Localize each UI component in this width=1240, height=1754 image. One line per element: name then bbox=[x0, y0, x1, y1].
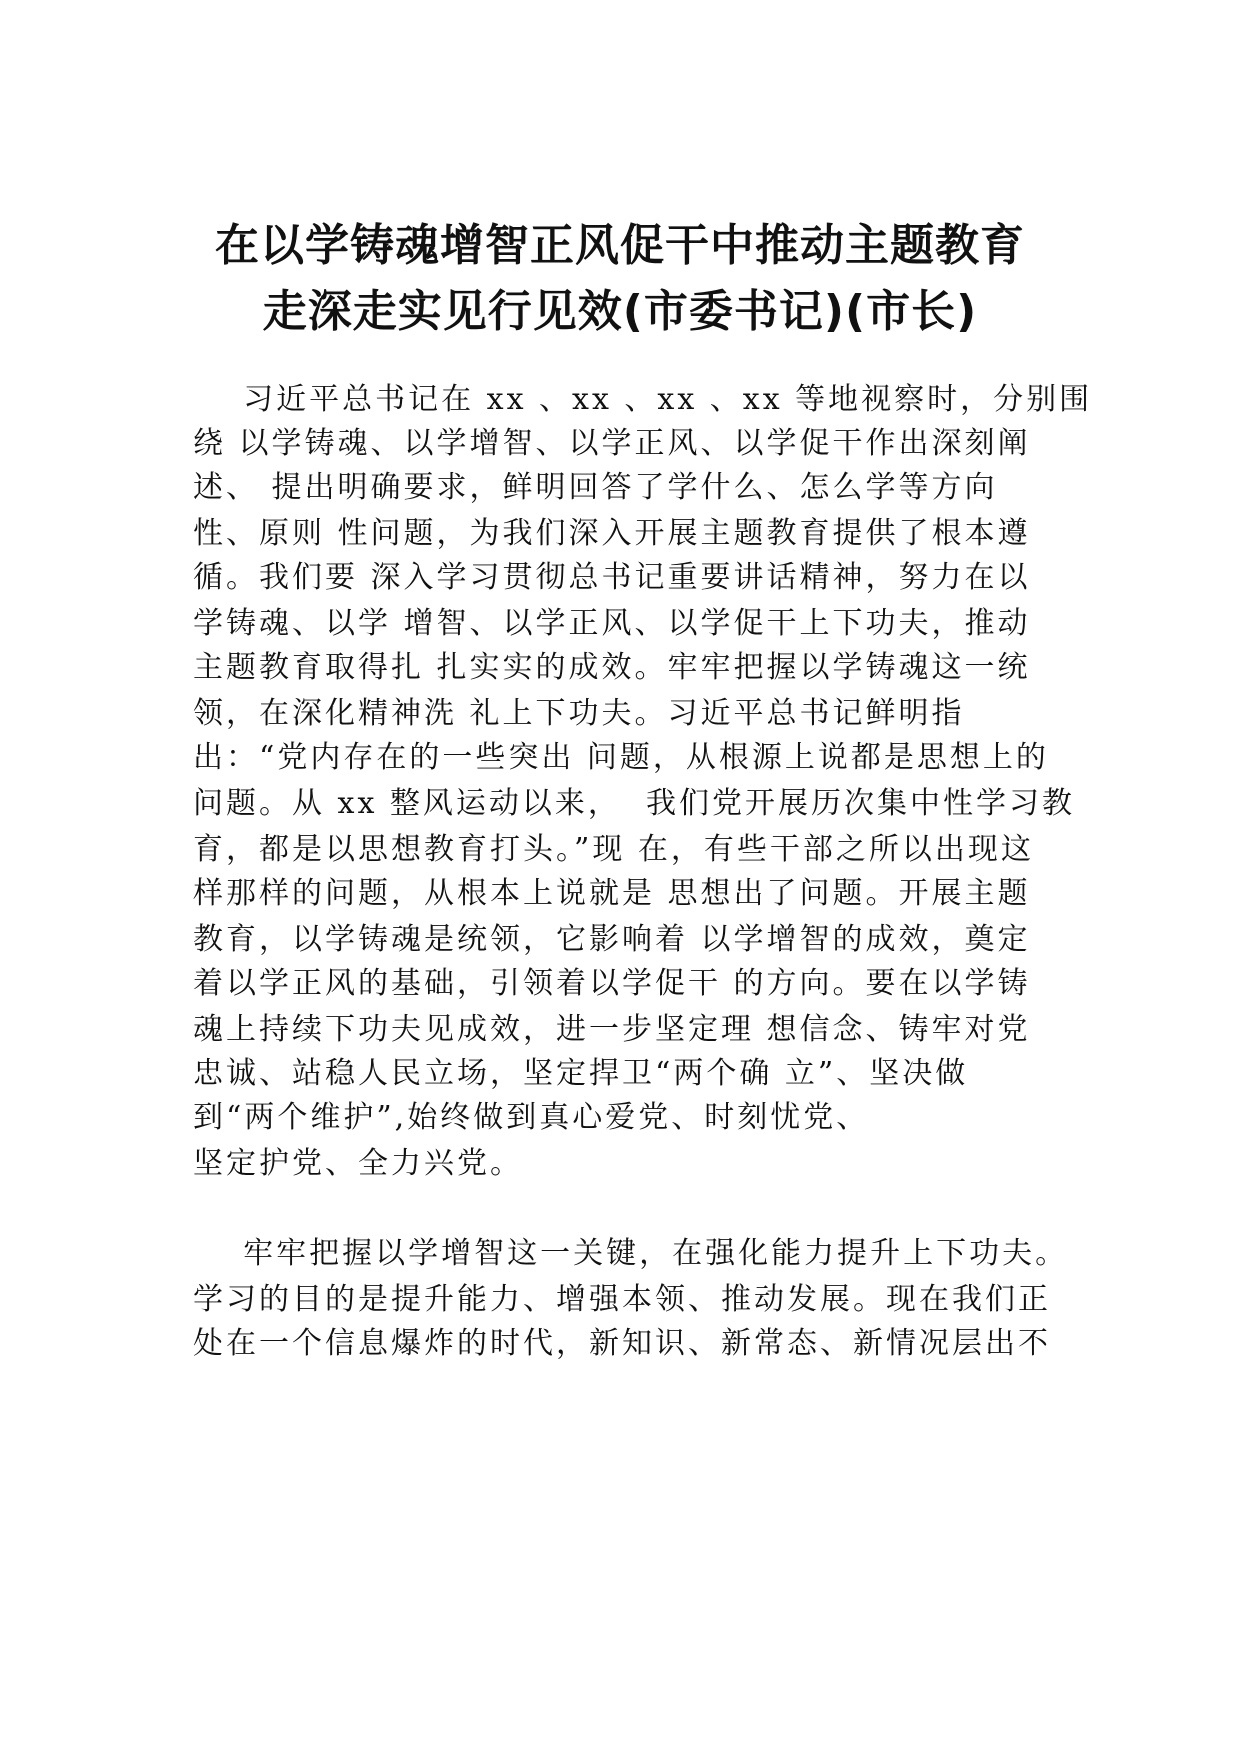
paragraph-line: 处在一个信息爆炸的时代，新知识、新常态、新情况层出不 bbox=[193, 1326, 1051, 1361]
paragraph-line: 领，在深化精神洗 礼上下功夫。习近平总书记鲜明指 bbox=[193, 696, 965, 731]
paragraph-line: 出：“党内存在的一些突出 问题，从根源上说都是思想上的 bbox=[193, 740, 1049, 775]
paragraph-line: 绕 以学铸魂、以学增智、以学正风、以学促干作出深刻阐 bbox=[193, 426, 1031, 461]
paragraph-line: 习近平总书记在 xx 、xx 、xx 、xx 等地视察时，分别围 bbox=[193, 382, 1093, 417]
paragraph-line: 忠诚、站稳人民立场，坚定捍卫“两个确 立”、坚决做 bbox=[193, 1056, 969, 1091]
paragraph-line: 述、 提出明确要求，鲜明回答了学什么、怎么学等方向 bbox=[193, 470, 998, 505]
paragraph-line: 坚定护党、全力兴党。 bbox=[193, 1146, 523, 1181]
paragraph-line: 学铸魂、以学 增智、以学正风、以学促干上下功夫，推动 bbox=[193, 606, 1031, 641]
paragraph-line: 牢牢把握以学增智这一关键，在强化能力提升上下功夫。 bbox=[193, 1236, 1069, 1271]
paragraph-line: 着以学正风的基础，引领着以学促干 的方向。要在以学铸 bbox=[193, 966, 1031, 1001]
paragraph-line: 性、原则 性问题，为我们深入开展主题教育提供了根本遵 bbox=[193, 516, 1031, 551]
paragraph-line: 样那样的问题，从根本上说就是 思想出了问题。开展主题 bbox=[193, 876, 1031, 911]
paragraph-line: 学习的目的是提升能力、增强本领、推动发展。现在我们正 bbox=[193, 1282, 1051, 1317]
paragraph-line: 育，都是以思想教育打头。”现 在，有些干部之所以出现这 bbox=[193, 832, 1034, 867]
paragraph-line: 魂上持续下功夫见成效，进一步坚定理 想信念、铸牢对党 bbox=[193, 1012, 1031, 1047]
paragraph-line: 教育，以学铸魂是统领，它影响着 以学增智的成效，奠定 bbox=[193, 922, 1031, 957]
paragraph-line: 到“两个维护”,始终做到真心爱党、时刻忧党、 bbox=[193, 1100, 870, 1135]
title-line-1: 在以学铸魂增智正风促干中推动主题教育 bbox=[215, 220, 1025, 271]
paragraph-line: 主题教育取得扎 扎实实的成效。牢牢把握以学铸魂这一统 bbox=[193, 650, 1031, 685]
title-line-2: 走深走实见行见效(市委书记)(市长) bbox=[262, 286, 978, 337]
paragraph-line: 问题。从 xx 整风运动以来， 我们党开展历次集中性学习教 bbox=[193, 786, 1075, 821]
paragraph-line: 循。我们要 深入学习贯彻总书记重要讲话精神，努力在以 bbox=[193, 560, 1031, 595]
